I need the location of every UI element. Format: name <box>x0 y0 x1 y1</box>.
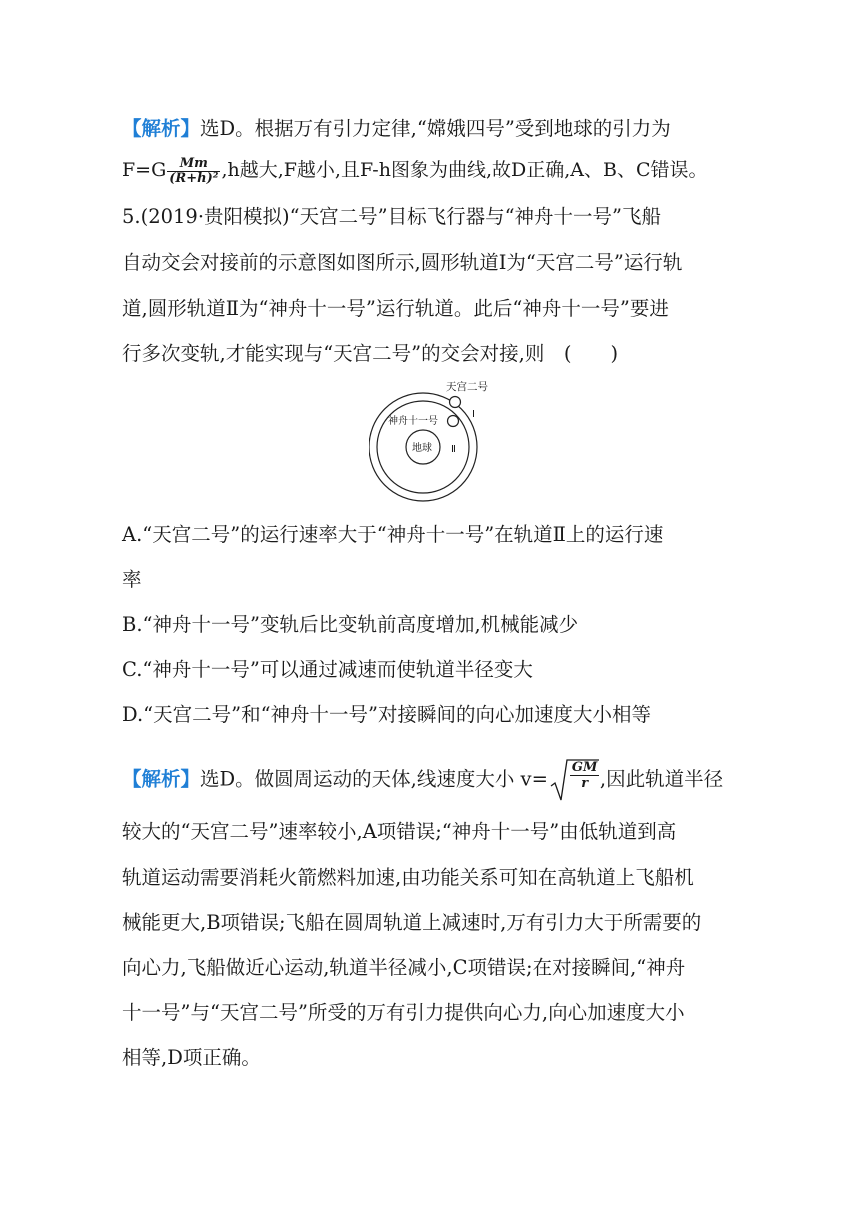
question-line4: 行多次变轨,才能实现与“天宫二号”的交会对接,则 ( ) <box>122 342 619 365</box>
question-line3: 道,圆形轨道Ⅱ为“神舟十一号”运行轨道。此后“神舟十一号”要进 <box>122 297 669 320</box>
analysis1-text2: ,h越大,F越小,且F-h图象为曲线,故D正确,A、B、C错误。 <box>221 159 708 181</box>
shenzhou-spacecraft-icon <box>448 416 459 427</box>
velocity-sqrt-formula <box>550 758 600 802</box>
analysis2-line1 <box>122 758 723 802</box>
question-line1: 5.(2019·贵阳模拟)“天宫二号”目标飞行器与“神舟十一号”飞船 <box>122 205 662 228</box>
analysis-tag: 【解析】 <box>122 767 201 791</box>
analysis2-line4: 械能更大,B项错误;飞船在圆周轨道上减速时,万有引力大于所需要的 <box>122 911 702 934</box>
formula-prefix: F=G <box>122 159 167 181</box>
option-c: C.“神舟十一号”可以通过减速而使轨道半径变大 <box>122 658 533 681</box>
analysis2-line3: 轨道运动需要消耗火箭燃料加速,由功能关系可知在高轨道上飞船机 <box>122 866 694 889</box>
analysis2-line2: 较大的“天宫二号”速率较小,A项错误;“神舟十一号”由低轨道到高 <box>122 820 677 843</box>
analysis2-text1-rest: ,因此轨道半径 <box>599 767 724 791</box>
fraction-numerator: Mm <box>167 157 220 172</box>
option-d: D.“天宫二号”和“神舟十一号”对接瞬间的向心加速度大小相等 <box>122 703 652 726</box>
analysis2-line7: 相等,D项正确。 <box>122 1046 261 1069</box>
analysis2-text1: 选D。做圆周运动的天体,线速度大小 v= <box>200 767 548 791</box>
option-b: B.“神舟十一号”变轨后比变轨前高度增加,机械能减少 <box>122 613 579 636</box>
analysis-tag: 【解析】 <box>122 117 201 140</box>
sqrt-numerator: GM <box>571 760 598 775</box>
option-a-line2: 率 <box>122 568 142 591</box>
tiangong-spacecraft-icon <box>450 397 461 408</box>
label-earth: 地球 <box>412 443 432 454</box>
analysis1-text1: 选D。根据万有引力定律,“嫦娥四号”受到地球的引力为 <box>200 117 671 140</box>
option-a-line1: A.“天宫二号”的运行速率大于“神舟十一号”在轨道Ⅱ上的运行速 <box>122 523 664 546</box>
analysis1-line1 <box>122 115 671 143</box>
fraction-denominator: (R+h)² <box>169 170 219 186</box>
label-tiangong: 天宫二号 <box>446 381 488 393</box>
analysis2-line6: 十一号”与“天宫二号”所受的万有引力提供向心力,向心加速度大小 <box>122 1001 685 1024</box>
gravity-fraction <box>167 157 220 186</box>
question-line2: 自动交会对接前的示意图如图所示,圆形轨道Ⅰ为“天宫二号”运行轨 <box>122 251 683 274</box>
label-orbit-2: Ⅱ <box>451 444 456 455</box>
analysis1-line2 <box>122 156 708 186</box>
analysis2-line5: 向心力,飞船做近心运动,轨道半径减小,C项错误;在对接瞬间,“神舟 <box>122 956 686 979</box>
label-orbit-1: Ⅰ <box>472 409 475 420</box>
sqrt-denominator: r <box>581 776 589 791</box>
label-shenzhou: 神舟十一号 <box>388 416 438 427</box>
orbit-diagram <box>369 374 499 506</box>
